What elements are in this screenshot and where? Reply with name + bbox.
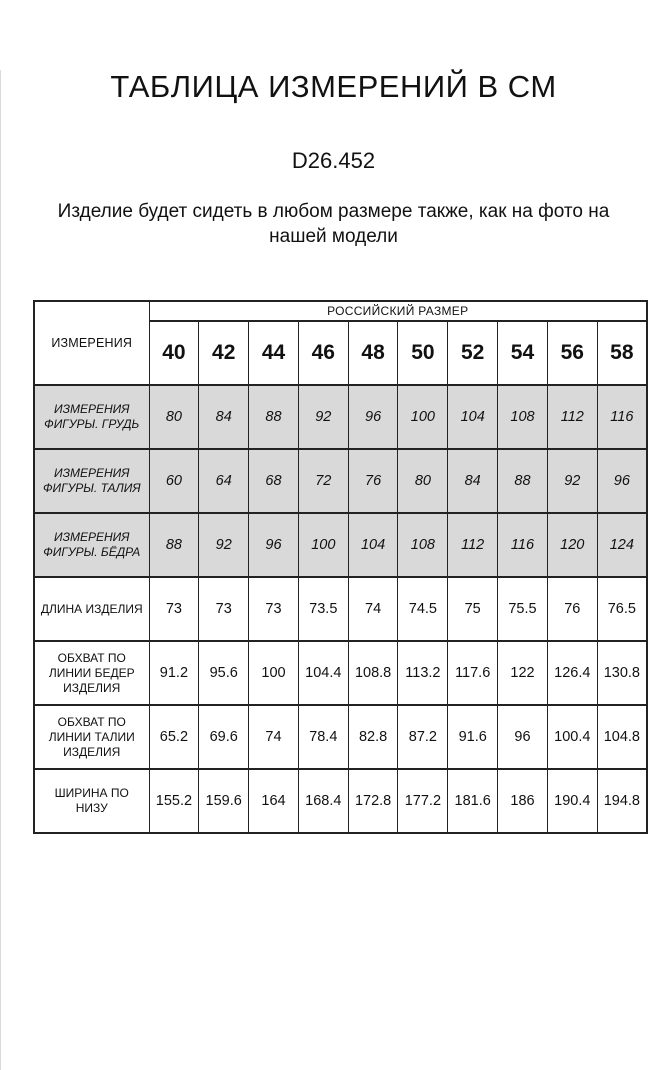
measurement-value: 186 — [498, 769, 548, 833]
group-header-row — [34, 301, 647, 321]
measurement-value: 74.5 — [398, 577, 448, 641]
measurement-value: 72 — [298, 449, 348, 513]
size-column-header: 52 — [448, 321, 498, 385]
measurement-value: 116 — [498, 513, 548, 577]
measurement-value: 76.5 — [597, 577, 647, 641]
table-row — [34, 577, 647, 641]
size-column-header: 46 — [298, 321, 348, 385]
size-column-header: 44 — [249, 321, 299, 385]
measurement-value: 96 — [597, 449, 647, 513]
size-column-header: 56 — [547, 321, 597, 385]
measurement-value: 155.2 — [149, 769, 199, 833]
measurement-value: 91.6 — [448, 705, 498, 769]
article-number: D26.452 — [291, 148, 376, 173]
measurement-value: 194.8 — [597, 769, 647, 833]
measurement-value: 108 — [398, 513, 448, 577]
measurement-value: 82.8 — [348, 705, 398, 769]
measurement-value: 65.2 — [149, 705, 199, 769]
table-row — [34, 449, 647, 513]
measurement-value: 117.6 — [448, 641, 498, 705]
page-title: ТАБЛИЦА ИЗМЕРЕНИЙ В СМ — [110, 69, 557, 104]
measurement-value: 92 — [199, 513, 249, 577]
measurement-value: 60 — [149, 449, 199, 513]
measurement-value: 64 — [199, 449, 249, 513]
measurement-value: 88 — [249, 385, 299, 449]
row-label: ОБХВАТ ПО ЛИНИИ БЕДЕР ИЗДЕЛИЯ — [34, 641, 149, 705]
measurement-value: 80 — [149, 385, 199, 449]
measurement-value: 100.4 — [547, 705, 597, 769]
measurement-value: 172.8 — [348, 769, 398, 833]
measurement-value: 104 — [448, 385, 498, 449]
measurement-value: 88 — [498, 449, 548, 513]
measurement-value: 92 — [547, 449, 597, 513]
measurement-value: 104.8 — [597, 705, 647, 769]
measurement-value: 96 — [498, 705, 548, 769]
measurement-value: 112 — [547, 385, 597, 449]
measurement-value: 164 — [249, 769, 299, 833]
measurement-value: 76 — [348, 449, 398, 513]
measurement-value: 73 — [149, 577, 199, 641]
measurement-value: 84 — [199, 385, 249, 449]
measurement-value: 75.5 — [498, 577, 548, 641]
measurement-value: 68 — [249, 449, 299, 513]
measurement-value: 181.6 — [448, 769, 498, 833]
left-edge-artifact — [0, 70, 1, 1070]
measurement-value: 190.4 — [547, 769, 597, 833]
measurement-value: 104.4 — [298, 641, 348, 705]
measurement-value: 120 — [547, 513, 597, 577]
measurement-value: 91.2 — [149, 641, 199, 705]
row-label: ИЗМЕРЕНИЯ ФИГУРЫ. ГРУДЬ — [34, 385, 149, 449]
measurement-value: 76 — [547, 577, 597, 641]
size-column-header: 48 — [348, 321, 398, 385]
measurement-value: 168.4 — [298, 769, 348, 833]
measurement-value: 124 — [597, 513, 647, 577]
size-column-header: 42 — [199, 321, 249, 385]
measurement-value: 73 — [249, 577, 299, 641]
measurement-value: 96 — [348, 385, 398, 449]
size-column-header: 54 — [498, 321, 548, 385]
row-label: ИЗМЕРЕНИЯ ФИГУРЫ. БЁДРА — [34, 513, 149, 577]
row-label: ИЗМЕРЕНИЯ ФИГУРЫ. ТАЛИЯ — [34, 449, 149, 513]
measurement-value: 78.4 — [298, 705, 348, 769]
measurement-value: 74 — [249, 705, 299, 769]
measurement-value: 96 — [249, 513, 299, 577]
measurement-value: 113.2 — [398, 641, 448, 705]
measurement-value: 100 — [298, 513, 348, 577]
measurement-value: 100 — [398, 385, 448, 449]
fit-note: Изделие будет сидеть в любом размере также, как на фото на нашей модели — [57, 201, 610, 247]
measurement-value: 92 — [298, 385, 348, 449]
table-row — [34, 385, 647, 449]
size-column-header: 40 — [149, 321, 199, 385]
measurement-value: 116 — [597, 385, 647, 449]
measurement-value: 104 — [348, 513, 398, 577]
measurement-value: 73.5 — [298, 577, 348, 641]
measurement-value: 69.6 — [199, 705, 249, 769]
row-label: ШИРИНА ПО НИЗУ — [34, 769, 149, 833]
size-column-header: 50 — [398, 321, 448, 385]
measurement-value: 108.8 — [348, 641, 398, 705]
measurement-value: 122 — [498, 641, 548, 705]
measurement-value: 80 — [398, 449, 448, 513]
measurement-value: 100 — [249, 641, 299, 705]
measurement-value: 87.2 — [398, 705, 448, 769]
measurement-value: 159.6 — [199, 769, 249, 833]
measurement-value: 108 — [498, 385, 548, 449]
measurement-value: 75 — [448, 577, 498, 641]
measurement-value: 112 — [448, 513, 498, 577]
table-row — [34, 641, 647, 705]
measurement-value: 74 — [348, 577, 398, 641]
measurement-value: 130.8 — [597, 641, 647, 705]
table-row — [34, 705, 647, 769]
measurement-value: 84 — [448, 449, 498, 513]
row-label: ДЛИНА ИЗДЕЛИЯ — [34, 577, 149, 641]
measurement-value: 177.2 — [398, 769, 448, 833]
russian-size-header: РОССИЙСКИЙ РАЗМЕР — [149, 301, 647, 321]
measurement-value: 126.4 — [547, 641, 597, 705]
table-row — [34, 769, 647, 833]
size-column-header: 58 — [597, 321, 647, 385]
row-label: ОБХВАТ ПО ЛИНИИ ТАЛИИ ИЗДЕЛИЯ — [34, 705, 149, 769]
measurement-value: 88 — [149, 513, 199, 577]
measurement-value: 73 — [199, 577, 249, 641]
size-chart-sheet — [0, 70, 667, 834]
measurements-table — [33, 300, 648, 834]
measurement-value: 95.6 — [199, 641, 249, 705]
table-row — [34, 513, 647, 577]
measurements-column-header: ИЗМЕРЕНИЯ — [34, 301, 149, 385]
